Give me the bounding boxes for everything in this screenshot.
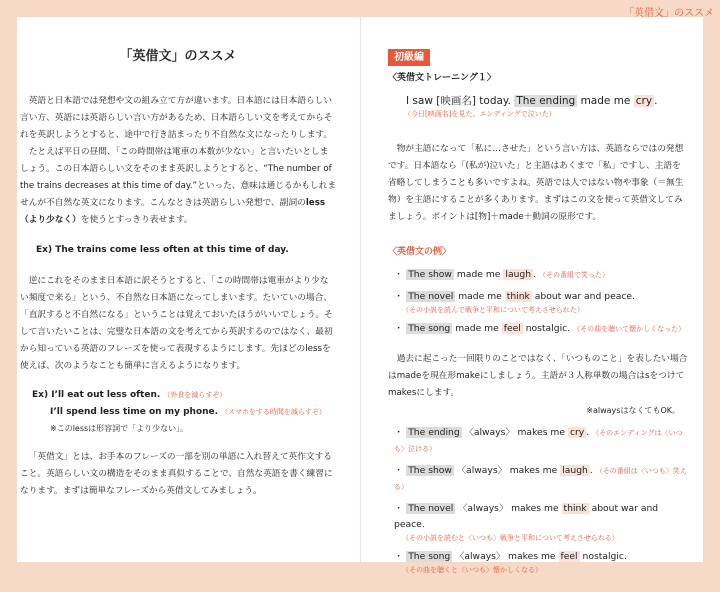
example-item xyxy=(388,289,688,315)
example-verb: cry xyxy=(569,427,585,438)
example-item xyxy=(388,463,688,495)
example-mid: 〈always〉 makes me xyxy=(464,427,566,438)
example-rest: . xyxy=(533,269,536,280)
keyword-less: less（より少なく） xyxy=(20,198,326,225)
book-gutter xyxy=(360,17,361,562)
running-header: 「英借文」のススメ xyxy=(624,8,714,19)
bullet: ・ xyxy=(394,291,404,302)
paragraph-example-context xyxy=(20,144,336,229)
bullet: ・ xyxy=(394,503,404,514)
example-text: I’ll spend less time on my phone. xyxy=(50,407,219,417)
example-sentence: Ex) The trains come less often at this time of day. xyxy=(36,245,289,255)
examples-list xyxy=(388,267,688,337)
example-subject: The show xyxy=(408,269,452,280)
example-mid: made me xyxy=(456,269,501,280)
example-item xyxy=(388,549,688,575)
example-mid: 〈always〉 makes me xyxy=(455,551,556,562)
example-rest: . xyxy=(586,427,590,438)
right-page xyxy=(388,49,688,575)
example-sentence xyxy=(394,425,688,457)
paragraph-intro: 英語と日本語では発想や文の組み立て方が違います。日本語には日本語らしい言い方、英語には英語らしい言い方があるため、日本語らしい文を考えてからそれを英訳しようとすると、途中で行き詰まったり不自然な文になったりします。 xyxy=(20,96,333,140)
example-phone xyxy=(50,404,336,421)
example-translation: （その小説を読んで戦争と平和について考えさせられた） xyxy=(402,306,584,314)
bullet: ・ xyxy=(394,269,404,280)
example-item xyxy=(388,425,688,457)
example-sentence xyxy=(394,289,688,305)
example-item xyxy=(388,321,688,337)
example-subject: The show xyxy=(408,465,452,476)
bullet: ・ xyxy=(394,465,404,476)
example-translation: （その番組で笑った） xyxy=(538,271,609,279)
example-translation: （スマホをする時間を減らすぞ） xyxy=(221,408,326,416)
example-rest: . xyxy=(589,465,593,476)
example-sentence xyxy=(394,321,688,337)
training-part: . xyxy=(654,95,658,107)
example-verb: think xyxy=(506,291,530,302)
bullet: ・ xyxy=(394,551,404,562)
example-mid: 〈always〉 makes me xyxy=(458,503,559,514)
example-subject: The novel xyxy=(408,291,454,302)
example-item xyxy=(388,267,688,283)
paragraph-text: を使うとすっきり表せます。 xyxy=(80,215,193,225)
example-subject: The song xyxy=(408,323,451,334)
example-translation: （その曲を聴くと〈いつも〉懐かしくなる） xyxy=(402,566,542,574)
always-note: ※alwaysはなくてもOK。 xyxy=(586,406,680,415)
example-sentence xyxy=(394,463,688,495)
training-sentence xyxy=(406,93,688,109)
example-sentence xyxy=(394,267,688,283)
training-part: I saw [映画名] today. xyxy=(406,95,511,107)
page-title: 「英借文」のススメ xyxy=(119,49,237,64)
example-rest: about war and peace. xyxy=(534,291,635,302)
example-footnote: ※このlessは形容詞で「より少ない」。 xyxy=(50,424,189,433)
example-mid: made me xyxy=(455,323,499,334)
left-page xyxy=(20,40,336,500)
training-title: 〈英借文トレーニング１〉 xyxy=(388,73,496,83)
example-mid: 〈always〉 makes me xyxy=(456,465,558,476)
example-sentence xyxy=(394,501,688,533)
example-verb: feel xyxy=(560,551,578,562)
training-part: made me xyxy=(580,95,631,107)
example-subject: The novel xyxy=(408,503,454,514)
example-rest: nostalgic. xyxy=(582,551,627,562)
paragraph-explanation: 物が主語になって「私に…させた」という言い方は、英語ならではの発想です。日本語なら「(私が)泣いた」と主語はあくまで「私」ですし、主語を省略してしまうことも多いですよね。英語では人ではない物や事象（＝無生物）を主語にすることが多くあります。まずはこの文を使って英借文してみましょう。ポイントは[物]＋made＋動詞の原形です。 xyxy=(388,144,684,222)
example-sentence xyxy=(394,549,688,565)
example-verb: laugh xyxy=(505,269,532,280)
example-translation: （その曲を聴いて懐かしくなった） xyxy=(573,325,686,333)
example-verb: feel xyxy=(503,323,521,334)
example-translation: （そのエンディングは〈いつも〉泣ける） xyxy=(394,429,683,453)
example-text: Ex) I’ll eat out less often. xyxy=(32,390,161,400)
paragraph-present-tense: 過去に起こった一回限りのことではなく、「いつものこと」を表したい場合はmadeを現在形makeにしましょう。主語が３人称単数の場合はsをつけてmakesにします。 xyxy=(388,354,688,398)
bullet: ・ xyxy=(394,427,404,438)
example-rest: about war and peace. xyxy=(394,503,659,530)
example-translation: （その番組は〈いつも〉笑える） xyxy=(394,467,687,491)
training-verb: cry xyxy=(635,95,653,107)
example-subject: The ending xyxy=(408,427,460,438)
level-badge: 初級編 xyxy=(388,49,430,66)
bullet: ・ xyxy=(394,323,404,334)
training-subject: The ending xyxy=(516,95,576,107)
example-verb: laugh xyxy=(562,465,588,476)
example-subject: The song xyxy=(408,551,451,562)
examples-heading: 〈英借文の例〉 xyxy=(388,247,452,257)
example-item xyxy=(388,501,688,543)
paragraph-definition: 「英借文」とは、お手本のフレーズの一部を別の単語に入れ替えて英作文すること。英語らしい文の構造をそのまま真似することで、自然な英語を書く練習になります。まずは簡単なフレーズから英借文してみましょう。 xyxy=(20,452,333,496)
training-translation: （今日[映画名]を見た。エンディングで泣いた） xyxy=(404,110,556,118)
paragraph-text: たとえば平日の昼間、「この時間帯は電車の本数が少ない」と言いたいとしましょう。この日本語らしい文をそのまま英訳しようとすると、“The number of the trains decreases at this time of day.”といった、意味は通じるかもしれませんが不自然な英文になります。こんなときは英語らしい発想で、副詞の xyxy=(20,147,337,208)
example-rest: nostalgic. xyxy=(525,323,571,334)
example-translation: （外食を減らすぞ） xyxy=(163,391,227,399)
example-verb: think xyxy=(563,503,587,514)
example-translation: （その小説を読むと〈いつも〉戦争と平和について考えさせられる） xyxy=(402,534,619,542)
example-eat-out xyxy=(32,387,336,404)
example-mid: made me xyxy=(458,291,502,302)
examples-list-present xyxy=(388,425,688,575)
paragraph-explanation: 逆にこれをそのまま日本語に訳そうとすると、「この時間帯は電車がより少ない頻度で来る」という、不自然な日本語になってしまいます。たいていの場合、「直訳すると不自然になる」ということは覚えておいたほうがいいでしょう。そして言いたいことは、完璧な日本語の文を考えてから英訳するのではなく、最初から知っている英語のフレーズを使って表現するようにします。先ほどのlessを使えば、次のようなことも簡単に言えるようになります。 xyxy=(20,276,333,371)
